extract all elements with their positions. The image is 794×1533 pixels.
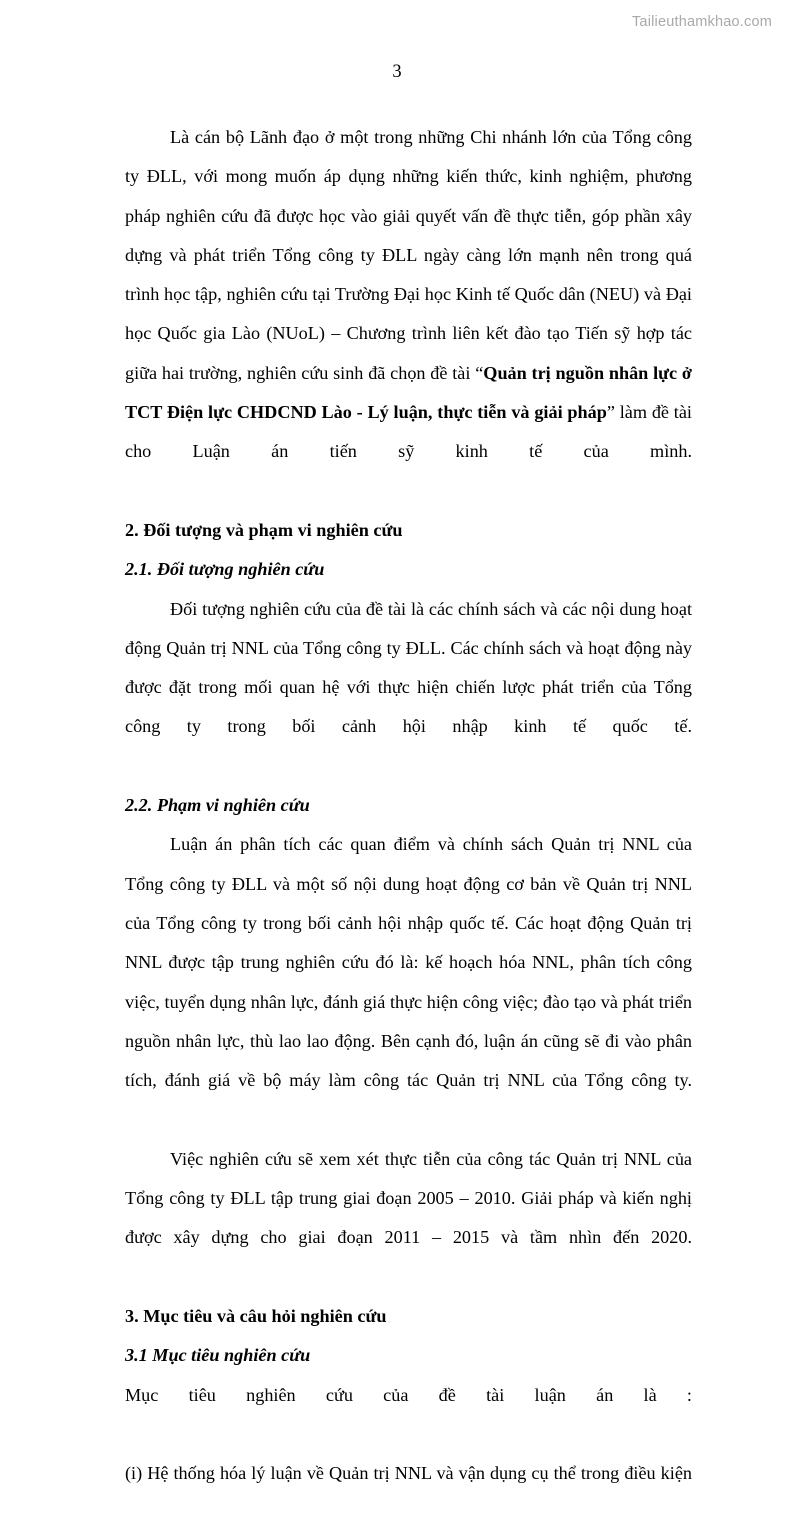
page-number: 3: [392, 62, 402, 82]
body-paragraph-indented-line: [125, 1454, 692, 1533]
paragraph-text-run: (i) Hệ thống hóa lý luận về Quản trị NNL và vận dụng cụ thể trong điều kiện: [125, 1463, 692, 1484]
subsection-heading: 3.1 Mục tiêu nghiên cứu: [125, 1345, 311, 1366]
paragraph-text-run: Luận án phân tích các quan điểm và chính sách Quản trị NNL của Tổng công ty ĐLL và một số nội dung hoạt động cơ bản về Quản trị NNL của Tổng công ty trong bối cảnh hội nhập quốc tế. Các hoạt động Quản trị NNL được tập trung nghiên cứu đó là: kế hoạch hóa NNL, phân tích công việc, tuyển dụng nhân lực, đánh giá thực hiện công việc; đào tạo và phát triển nguồn nhân lực, thù lao lao động. Bên cạnh đó, luận án cũng sẽ đi vào phân tích, đánh giá về bộ máy làm công tác Quản trị NNL của Tổng công ty.: [125, 834, 692, 1091]
body-paragraph: [125, 825, 692, 1139]
text-block-list: [125, 118, 692, 1533]
paragraph-text-run: Việc nghiên cứu sẽ xem xét thực tiễn của công tác Quản trị NNL của Tổng công ty ĐLL tập trung giai đoạn 2005 – 2010. Giải pháp và kiến nghị được xây dựng cho giai đoạn 2011 – 2015 và tầm nhìn đến 2020.: [125, 1148, 692, 1248]
subsection-heading: 2.1. Đối tượng nghiên cứu: [125, 559, 325, 580]
thesis-title-bold: Quản trị nguồn nhân lực ở TCT Điện lực CHDCND Lào - Lý luận, thực tiễn và giải pháp: [125, 362, 692, 423]
paragraph-text-run: ” làm đề tài cho Luận án tiến sỹ kinh tế của mình.: [125, 402, 692, 462]
body-paragraph: [125, 118, 692, 511]
watermark-text: Tailieuthamkhao.com: [631, 14, 772, 30]
section-heading: 3. Mục tiêu và câu hỏi nghiên cứu: [125, 1305, 387, 1326]
page-body-content: [125, 118, 692, 1533]
paragraph-text-run: Đối tượng nghiên cứu của đề tài là các chính sách và các nội dung hoạt động Quản trị NNL của Tổng công ty ĐLL. Các chính sách và hoạt động này được đặt trong mối quan hệ với thực hiện chiến lược phát triển của Tổng công ty trong bối cảnh hội nhập kinh tế quốc tế.: [125, 598, 692, 737]
body-paragraph-indented-line: [125, 1376, 692, 1455]
body-paragraph: [125, 1140, 692, 1297]
section-heading: 2. Đối tượng và phạm vi nghiên cứu: [125, 519, 403, 540]
subsection-heading: 2.2. Phạm vi nghiên cứu: [125, 795, 310, 816]
paragraph-text-run: Là cán bộ Lãnh đạo ở một trong những Chi nhánh lớn của Tổng công ty ĐLL, với mong muốn áp dụng những kiến thức, kinh nghiệm, phương pháp nghiên cứu đã được học vào giải quyết vấn đề thực tiễn, góp phần xây dựng và phát triển Tổng công ty ĐLL ngày càng lớn mạnh nên trong quá trình học tập, nghiên cứu tại Trường Đại học Kinh tế Quốc dân (NEU) và Đại học Quốc gia Lào (NUoL) – Chương trình liên kết đào tạo Tiến sỹ hợp tác giữa hai trường, nghiên cứu sinh đã chọn đề tài “: [125, 127, 692, 383]
body-paragraph: [125, 590, 692, 786]
paragraph-text-run: Mục tiêu nghiên cứu của đề tài luận án là :: [125, 1384, 692, 1405]
